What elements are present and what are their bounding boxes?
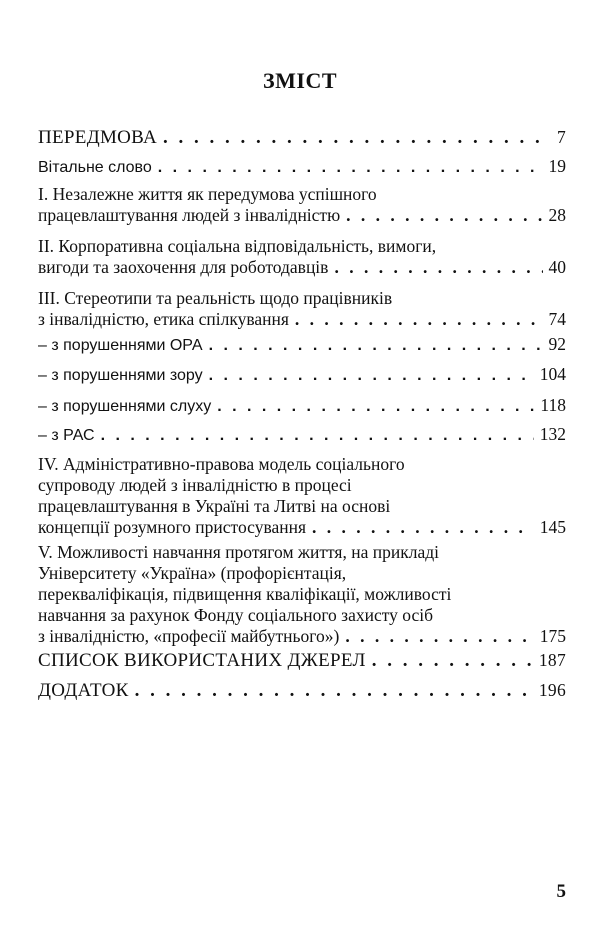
- toc-entry-chapter-2: [38, 236, 566, 278]
- toc-page-number: 196: [538, 680, 566, 700]
- dot-leader: [295, 309, 543, 330]
- toc-entry-title: з інвалідністю, етика спілкування: [38, 309, 289, 329]
- dot-leader: [209, 335, 543, 356]
- toc-entry-line: V. Можливості навчання протягом життя, на прикладі: [38, 542, 439, 562]
- toc-entry-preface: [38, 127, 566, 148]
- toc-entry-appendix: [38, 680, 566, 701]
- toc-entry-line: Університету «Україна» (профорієнтація,: [38, 563, 347, 583]
- toc-entry-sub-hearing: [38, 395, 566, 417]
- toc-entry-references: [38, 650, 566, 671]
- toc-entry-line: I. Незалежне життя як передумова успішного: [38, 184, 377, 204]
- toc-entry-title: – з порушеннями зору: [38, 367, 203, 384]
- toc-entry-title: з інвалідністю, «професії майбутнього»): [38, 626, 340, 646]
- toc-page-number: 92: [548, 334, 566, 354]
- dot-leader: [334, 257, 542, 278]
- toc-entry-line: II. Корпоративна соціальна відповідальність, вимоги,: [38, 236, 437, 256]
- dot-leader: [135, 680, 533, 701]
- dot-leader: [217, 396, 534, 417]
- toc-page-number: 132: [539, 424, 566, 444]
- toc-entry-sub-ras: [38, 424, 566, 446]
- toc-entry-title: працевлаштування людей з інвалідністю: [38, 205, 341, 225]
- toc-entry-title: – з порушеннями слуху: [38, 398, 212, 415]
- dot-leader: [101, 425, 534, 446]
- dot-leader: [345, 626, 533, 647]
- toc-entry-welcome: [38, 156, 566, 178]
- toc-entry-title: вигоди та заохочення для роботодавців: [38, 257, 329, 277]
- toc-entry-title: ДОДАТОК: [38, 680, 129, 701]
- toc-page-number: 19: [548, 156, 566, 176]
- dot-leader: [312, 517, 534, 538]
- toc-page-number: 145: [539, 517, 566, 537]
- toc-entry-line: IV. Адміністративно-правова модель соціального: [38, 454, 405, 474]
- toc-entry-title: ПЕРЕДМОВА: [38, 127, 157, 148]
- toc-entry-line: навчання за рахунок Фонду соціального захисту осіб: [38, 605, 434, 625]
- toc-page-number: 187: [538, 650, 566, 670]
- toc-page-number: 118: [540, 395, 566, 415]
- toc-page-number: 175: [539, 626, 566, 646]
- toc-page-number: 28: [548, 205, 566, 225]
- dot-leader: [346, 205, 542, 226]
- toc-entry-line: перекваліфікація, підвищення кваліфікації, можливості: [38, 584, 452, 604]
- toc-entry-title: концепції розумного пристосування: [38, 517, 307, 537]
- page-number: 5: [556, 881, 566, 902]
- toc-page-number: 104: [539, 364, 566, 384]
- toc-entry-line: супроводу людей з інвалідністю в процесі: [38, 475, 352, 495]
- toc-entry-sub-ora: [38, 334, 566, 356]
- toc-entry-sub-vision: [38, 364, 566, 386]
- page-title: ЗМІСТ: [263, 68, 337, 93]
- toc-page-number: 40: [548, 257, 566, 277]
- toc-entry-chapter-4: [38, 454, 566, 538]
- toc-entry-chapter-5: [38, 542, 566, 647]
- toc-entry-line: працевлаштування в Україні та Литві на основі: [38, 496, 391, 516]
- toc-entry-title: СПИСОК ВИКОРИСТАНИХ ДЖЕРЕЛ: [38, 650, 366, 671]
- dot-leader: [163, 127, 551, 148]
- toc-page-number: 7: [556, 127, 566, 147]
- toc-entry-title: – з РАС: [38, 427, 95, 444]
- toc-page-number: 74: [548, 309, 566, 329]
- dot-leader: [158, 157, 543, 178]
- toc-entry-title: Вітальне слово: [38, 159, 152, 176]
- dot-leader: [372, 650, 533, 671]
- toc-entry-chapter-3: [38, 288, 566, 330]
- dot-leader: [209, 365, 534, 386]
- toc-entry-line: III. Стереотипи та реальність щодо працівників: [38, 288, 393, 308]
- toc-entry-chapter-1: [38, 184, 566, 226]
- toc-entry-title: – з порушеннями ОРА: [38, 337, 203, 354]
